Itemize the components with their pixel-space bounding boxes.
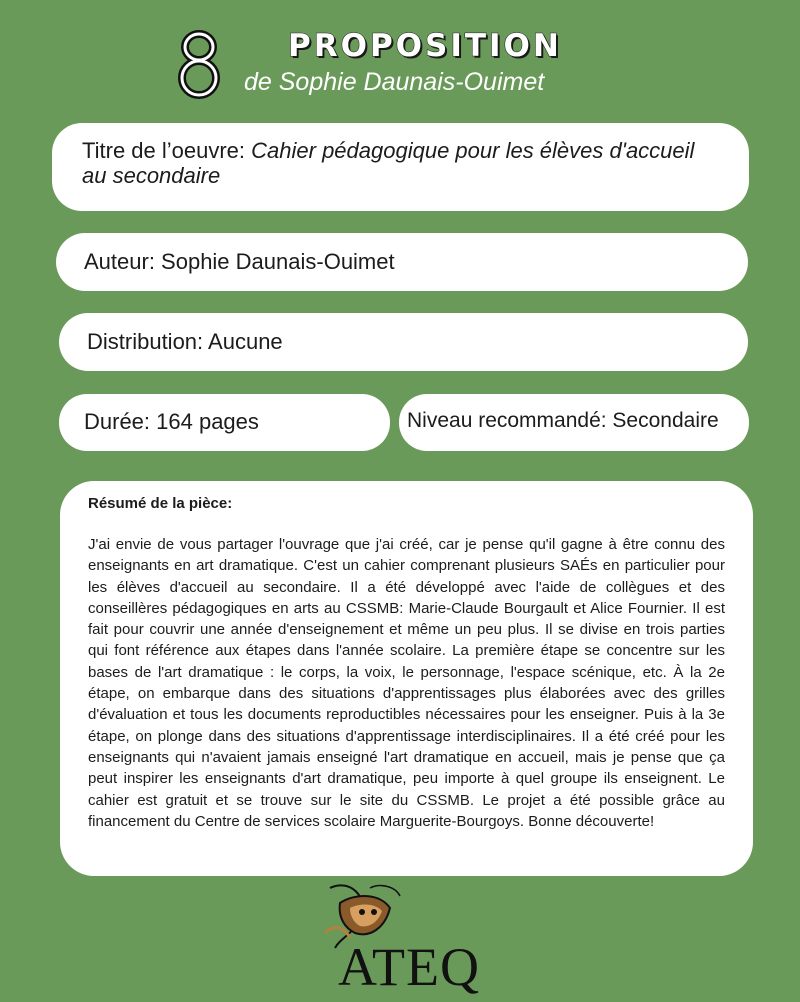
distribution-text: Distribution: Aucune [87, 329, 283, 354]
distribution-card [59, 313, 748, 371]
title-label: Titre de l’oeuvre: [82, 138, 252, 163]
summary-heading: Résumé de la pièce: [88, 495, 233, 512]
duration-text: Durée: 164 pages [84, 409, 259, 434]
ateq-logo [300, 878, 520, 998]
title-value: Cahier pédagogique pour les élèves d'accueil au secondaire [82, 138, 695, 188]
summary-body: J'ai envie de vous partager l'ouvrage que j'ai créé, car je pense qu'il gagne à être connu des enseignants en art dramatique. C'est un cahier comprenant plusieurs SAÉs en particulier pour les élèves d'accueil au secondaire. Il a été développé avec l'aide de collègues et des conseillères pédagogiques en arts au CSSMB: Marie-Claude Bourgault et Alice Fournier. Il est fait pour couvrir une année d'enseignement et même un peu plus. Il se divise en trois parties qui font référence aux étapes dans l'année scolaire. La première étape se concentre sur les bases de l'art dramatique : le corps, la voix, le personnage, l'espace scénique, etc. À la 2e étape, on embarque dans des situations d'apprentissages plus élaborées avec des grilles d'évaluation et tous les documents reproductibles nécessaires pour les enseigner. Puis à la 3e étape, on plonge dans des situations d'apprentissage interdisciplinaires. Il a été créé pour les enseignants qui n'avaient jamais enseigné l'art dramatique en accueil, mais je pense que ça peut inspirer les enseignants d'art dramatique, peu importe à quel groupe ils enseignent. Le cahier est gratuit et se trouve sur le site du CSSMB. Le projet a été possible grâce au financement du Centre de services scolaire Marguerite-Bourgoys. Bonne découverte! [88, 536, 725, 830]
author-text: Auteur: Sophie Daunais-Ouimet [84, 249, 395, 274]
level-text: Niveau recommandé: Secondaire [407, 409, 719, 432]
duration-card [59, 394, 390, 451]
ateq-logo-text: ATEQ [338, 937, 480, 997]
summary-card [60, 481, 753, 876]
proposal-number: 8 [176, 28, 177, 29]
level-card [399, 394, 749, 451]
author-card [56, 233, 748, 291]
proposition-subtitle: de Sophie Daunais-Ouimet [244, 68, 545, 96]
title-card [52, 123, 749, 211]
proposal-number-badge [176, 28, 222, 100]
proposition-title: PROPOSITION [288, 28, 562, 64]
